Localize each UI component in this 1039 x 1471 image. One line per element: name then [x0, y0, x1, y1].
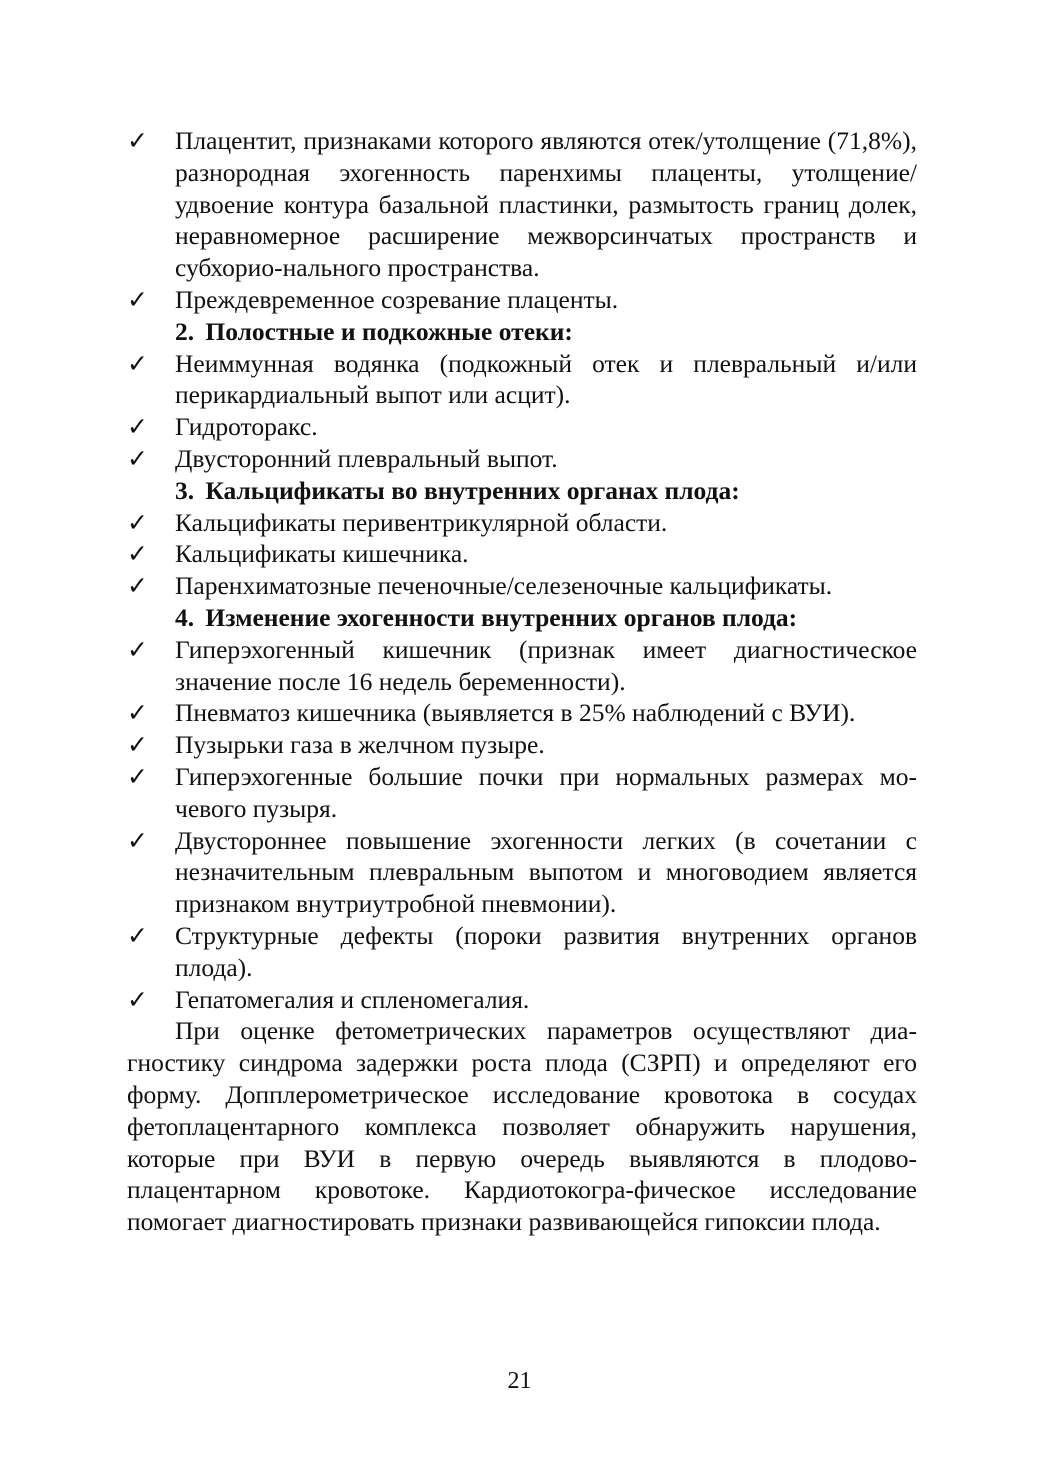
- checkmark-icon: ✓: [127, 698, 148, 728]
- checkmark-icon: ✓: [127, 412, 148, 442]
- page-content: [127, 125, 917, 1238]
- list-item: [127, 348, 917, 412]
- list-item: [127, 984, 917, 1016]
- list-item: [127, 729, 917, 761]
- list-item: [127, 634, 917, 698]
- list-item-text: Гепатомегалия и спленомегалия.: [175, 984, 530, 1014]
- body-paragraph: При оценке фетометрических параметров осуществляют диагностику синдрома задержки роста плода (СЗРП) и определяют его форму. Допплерометрическое исследование кровотока в сосудах фетоплацентарного комплекса позволяет обнаружить нарушения, которые при ВУИ в первую очередь выявляются в плодово-плацентарном кровотоке. Кардиотокогра-фическое исследование помогает диагностировать признаки развивающейся гипоксии плода.: [127, 1016, 917, 1237]
- list-item: [127, 125, 917, 284]
- list-item: [127, 920, 917, 984]
- list-item-text: Пузырьки газа в желчном пузыре.: [175, 730, 545, 760]
- list-item-text: Двустороннее повышение эхогенности легких (в сочетании с незначительным плевральным выпотом и многоводием является признаком внутриутробной пневмонии).: [175, 825, 917, 919]
- list-item-text: Гидроторакс.: [175, 412, 318, 442]
- checkmark-icon: ✓: [127, 284, 148, 314]
- page-number: 21: [507, 1368, 532, 1394]
- section-title: Полостные и подкожные отеки:: [205, 316, 573, 346]
- list-item-text: Двусторонний плевральный выпот.: [175, 443, 558, 473]
- section-title: Изменение эхогенности внутренних органов плода:: [205, 602, 798, 632]
- list-item: [127, 697, 917, 729]
- section-heading: [127, 316, 917, 348]
- section-heading: [127, 475, 917, 507]
- list-item: [127, 411, 917, 443]
- list-item-text: Кальцификаты перивентрикулярной области.: [175, 507, 668, 537]
- checkmark-icon: ✓: [127, 126, 148, 155]
- checkmark-icon: ✓: [127, 761, 148, 791]
- list-item-text: Структурные дефекты (пороки развития внутренних органов плода).: [175, 920, 917, 982]
- section-title: Кальцификаты во внутренних органах плода:: [205, 475, 740, 505]
- checkmark-icon: ✓: [127, 825, 148, 855]
- section-number: 4.: [175, 602, 195, 632]
- section-number: 3.: [175, 475, 195, 505]
- list-item: [127, 538, 917, 570]
- list-item: [127, 570, 917, 602]
- list-item: [127, 825, 917, 920]
- list-item: [127, 284, 917, 316]
- list-item-text: Плацентит, признаками которого являются отек/утолщение (71,8%), разнородная эхогенность паренхимы плаценты, утолщение/удвоение контура базальной пластинки, размытость границ долек, неравномерное расширение межворсинчатых пространств и субхорио-нального пространства.: [175, 126, 917, 283]
- list-item: [127, 443, 917, 475]
- checkmark-icon: ✓: [127, 507, 148, 537]
- list-item-text: Преждевременное созревание плаценты.: [175, 284, 619, 314]
- checkmark-icon: ✓: [127, 443, 148, 473]
- list-item-text: Пневматоз кишечника (выявляется в 25% наблюдений с ВУИ).: [175, 698, 856, 728]
- list-item: [127, 761, 917, 825]
- checkmark-icon: ✓: [127, 920, 148, 950]
- list-item-text: Гиперэхогенные большие почки при нормальных размерах мочевого пузыря.: [175, 761, 917, 823]
- checkmark-icon: ✓: [127, 730, 148, 760]
- checkmark-icon: ✓: [127, 571, 148, 601]
- checkmark-icon: ✓: [127, 634, 148, 664]
- section-number: 2.: [175, 316, 195, 346]
- list-item-text: Паренхиматозные печеночные/селезеночные кальцификаты.: [175, 571, 833, 601]
- list-item-text: Неиммунная водянка (подкожный отек и плевральный и/или перикардиальный выпот или асцит).: [175, 348, 917, 410]
- list-item-text: Кальцификаты кишечника.: [175, 539, 469, 569]
- checkmark-icon: ✓: [127, 348, 148, 378]
- list-item: [127, 507, 917, 539]
- list-item-text: Гиперэхогенный кишечник (признак имеет диагностическое значение после 16 недель беременности).: [175, 634, 917, 696]
- checkmark-icon: ✓: [127, 539, 148, 569]
- section-heading: [127, 602, 917, 634]
- checkmark-icon: ✓: [127, 984, 148, 1014]
